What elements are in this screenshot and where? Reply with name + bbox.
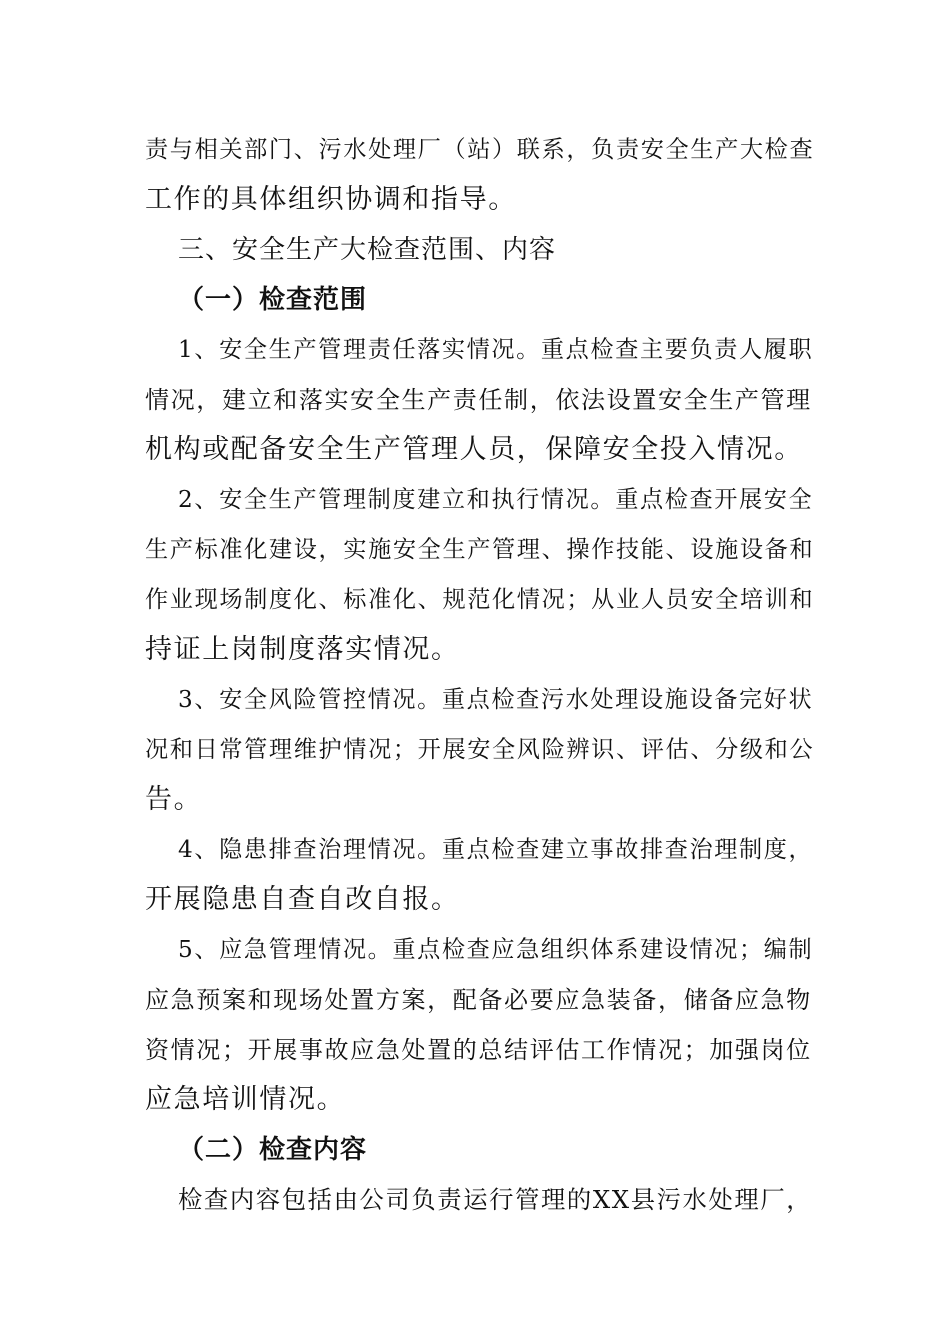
- text-line: 检查内容包括由公司负责运行管理的XX县污水处理厂，: [178, 1185, 813, 1214]
- text-line: 4、隐患排查治理情况。重点检查建立事故排查治理制度，: [178, 836, 814, 863]
- text-line: 情况，建立和落实安全生产责任制，依法设置安全生产管理: [145, 386, 812, 414]
- text-line: 3、安全风险管控情况。重点检查污水处理设施设备完好状: [178, 686, 814, 713]
- text-line: 机构或配备安全生产管理人员，保障安全投入情况。: [145, 434, 803, 465]
- text-line: 5、应急管理情况。重点检查应急组织体系建设情况；编制: [178, 936, 814, 963]
- text-line: 生产标准化建设，实施安全生产管理、操作技能、设施设备和: [145, 536, 815, 563]
- text-line: 作业现场制度化、标准化、规范化情况；从业人员安全培训和: [145, 586, 815, 613]
- section-heading: 三、安全生产大检查范围、内容: [178, 235, 557, 265]
- text-line: 资情况；开展事故应急处置的总结评估工作情况；加强岗位: [145, 1036, 812, 1064]
- subsection-heading: （二）检查内容: [178, 1135, 368, 1165]
- text-line: 应急预案和现场处置方案，配备必要应急装备，储备应急物: [145, 986, 812, 1014]
- text-line: 持证上岗制度落实情况。: [145, 634, 460, 665]
- text-line: 应急培训情况。: [145, 1084, 346, 1115]
- text-line: 1、安全生产管理责任落实情况。重点检查主要负责人履职: [178, 336, 814, 363]
- text-line: 开展隐患自查自改自报。: [145, 884, 460, 915]
- text-line: 告。: [145, 784, 203, 815]
- text-line: 况和日常管理维护情况；开展安全风险辨识、评估、分级和公: [145, 736, 815, 763]
- text-line: 责与相关部门、污水处理厂（站）联系，负责安全生产大检查: [145, 136, 815, 163]
- subsection-heading: （一）检查范围: [178, 285, 368, 315]
- text-line: 2、安全生产管理制度建立和执行情况。重点检查开展安全: [178, 486, 814, 513]
- text-line: 工作的具体组织协调和指导。: [145, 184, 517, 215]
